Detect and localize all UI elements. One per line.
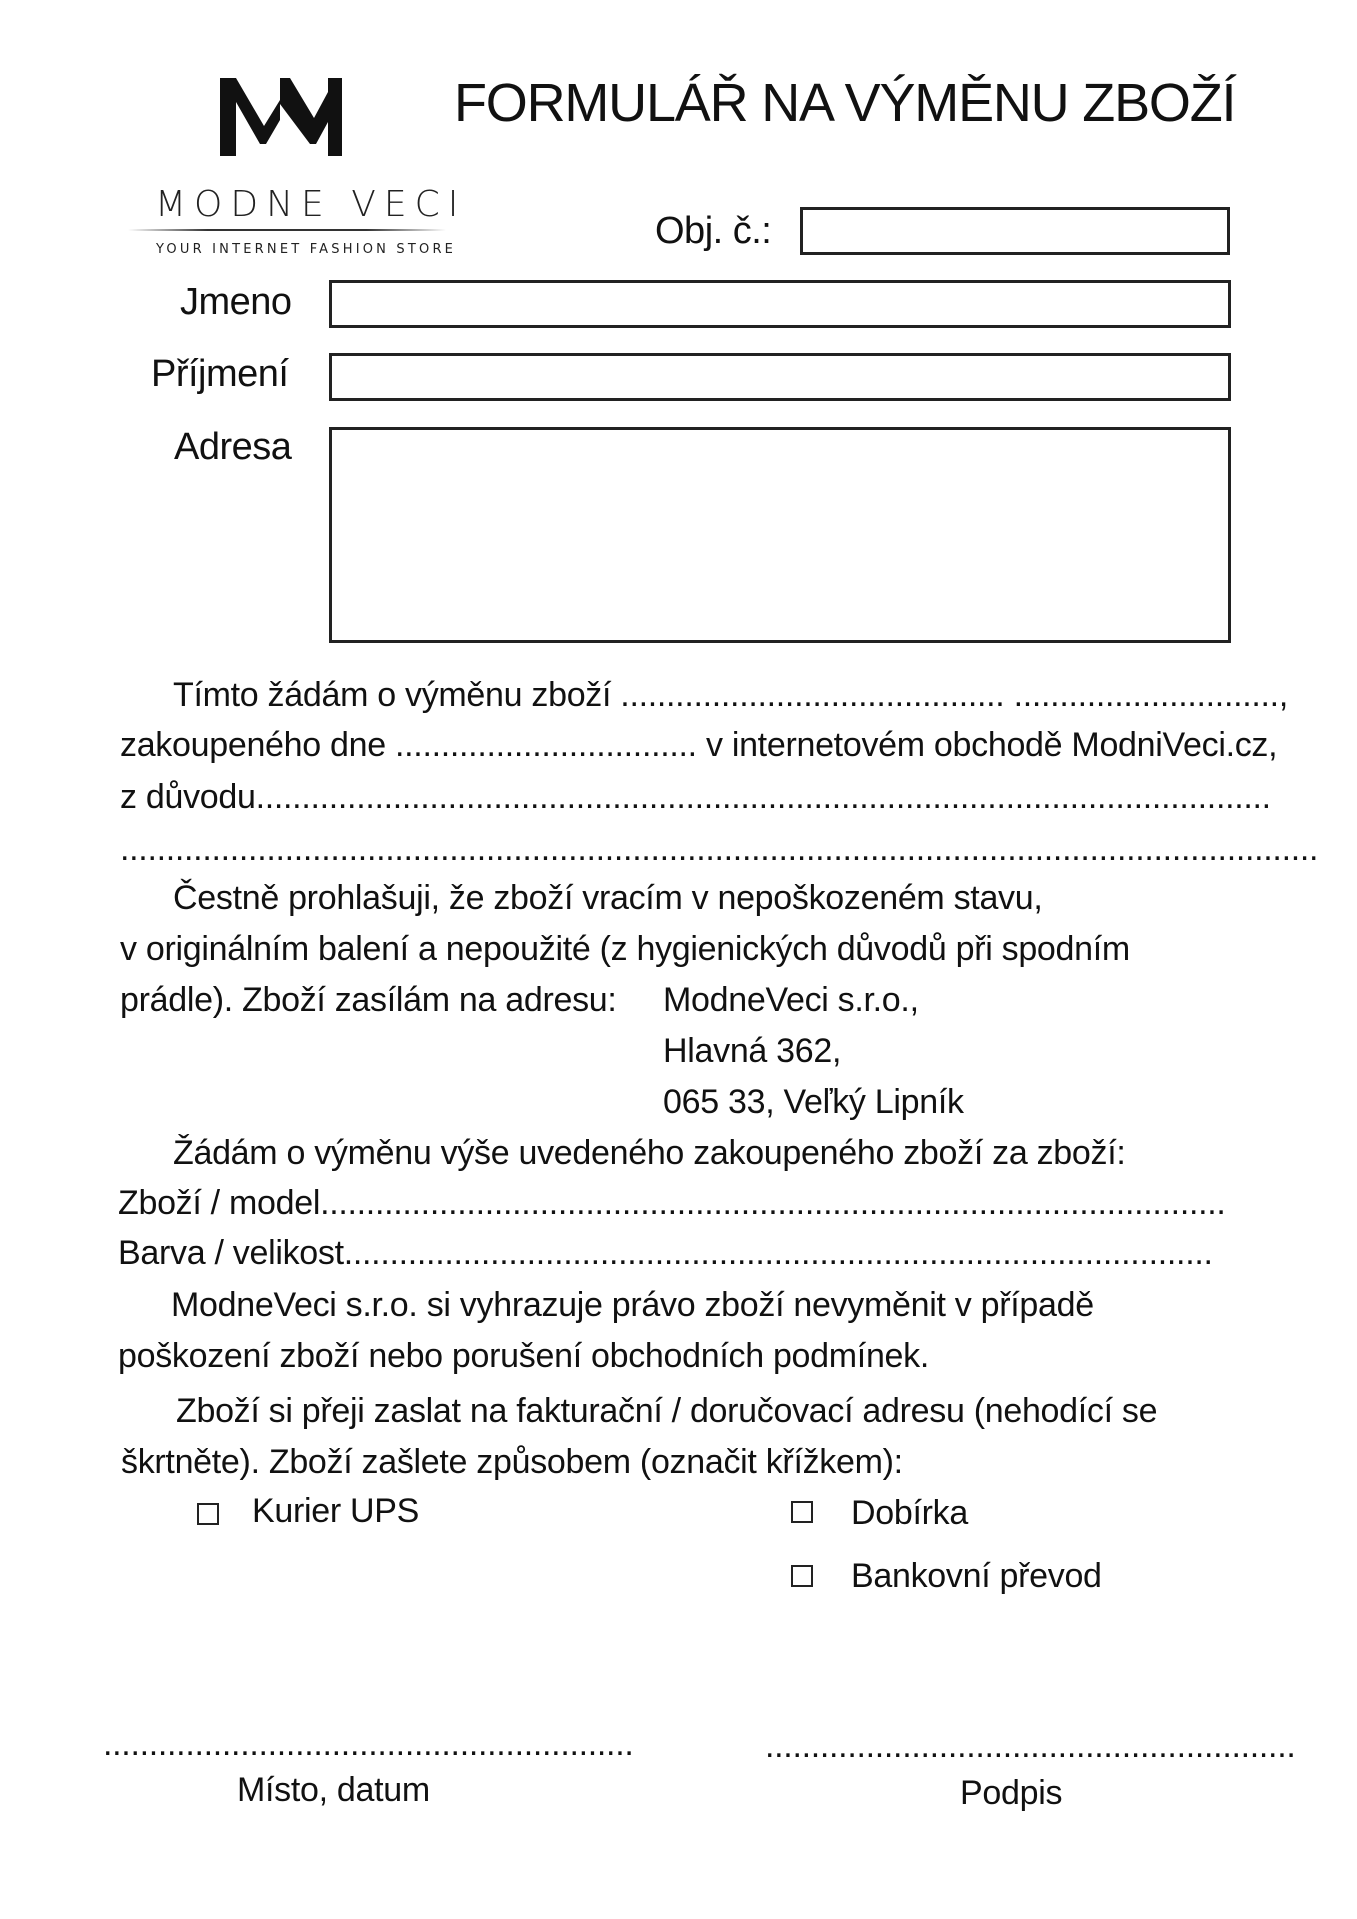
return-address-line-1: ModneVeci s.r.o.,	[663, 981, 919, 1019]
body-line-7: prádle). Zboží zasílám na adresu:	[120, 981, 617, 1019]
surname-label: Příjmení	[151, 353, 289, 395]
ups-checkbox[interactable]	[197, 1503, 219, 1525]
name-field[interactable]	[329, 280, 1231, 328]
body-line-5: Čestně prohlašuji, že zboží vracím v nepoškozeném stavu,	[173, 879, 1043, 917]
bank-transfer-checkbox[interactable]	[791, 1565, 813, 1587]
brand-tagline: YOUR INTERNET FASHION STORE	[156, 242, 457, 257]
place-date-line[interactable]: ..........................................................	[103, 1725, 634, 1763]
body-line-12: poškození zboží nebo porušení obchodních podmínek.	[118, 1337, 930, 1375]
brand-name: MODNE VECI	[155, 184, 467, 225]
signature-line[interactable]: ..........................................................	[765, 1727, 1296, 1765]
cod-checkbox[interactable]	[791, 1501, 813, 1523]
body-line-14: škrtněte). Zboží zašlete způsobem (označit křížkem):	[121, 1443, 903, 1481]
place-date-label: Místo, datum	[237, 1771, 430, 1809]
body-line-1: Tímto žádám o výměnu zboží .......................................... .............................,	[173, 676, 1288, 714]
body-line-11: ModneVeci s.r.o. si vyhrazuje právo zboží nevyměnit v případě	[171, 1286, 1094, 1324]
surname-field[interactable]	[329, 353, 1231, 401]
cod-option-label: Dobírka	[851, 1494, 968, 1532]
order-number-label: Obj. č.:	[655, 210, 772, 252]
address-label: Adresa	[174, 426, 292, 468]
body-line-9: Zboží / model...................................................................................................	[118, 1184, 1226, 1222]
brand-logo-mark	[218, 72, 344, 158]
return-address-line-2: Hlavná 362,	[663, 1032, 842, 1070]
bank-transfer-option-label: Bankovní převod	[851, 1557, 1102, 1595]
body-line-13: Zboží si přeji zaslat na fakturační / doručovací adresu (nehodící se	[176, 1392, 1158, 1430]
body-line-3: z důvodu...............................................................................................................	[120, 778, 1271, 816]
address-field[interactable]	[329, 427, 1231, 643]
body-line-6: v originálním balení a nepoužité (z hygienických důvodů při spodním	[120, 930, 1130, 968]
signature-label: Podpis	[960, 1774, 1063, 1812]
name-label: Jmeno	[180, 281, 292, 323]
body-line-8: Žádám o výměnu výše uvedeného zakoupeného zboží za zboží:	[173, 1134, 1126, 1172]
page-title: FORMULÁŘ NA VÝMĚNU ZBOŽÍ	[454, 73, 1236, 133]
body-line-10: Barva / velikost...............................................................................................	[118, 1234, 1213, 1272]
body-line-2: zakoupeného dne ................................. v internetovém obchodě ModniVeci.cz,	[120, 726, 1278, 764]
order-number-field[interactable]	[800, 207, 1230, 255]
brand-divider	[128, 229, 446, 231]
return-address-line-3: 065 33, Veľký Lipník	[663, 1083, 964, 1121]
ups-option-label: Kurier UPS	[252, 1492, 420, 1530]
body-line-4: ...................................................................................................................................	[120, 830, 1319, 868]
